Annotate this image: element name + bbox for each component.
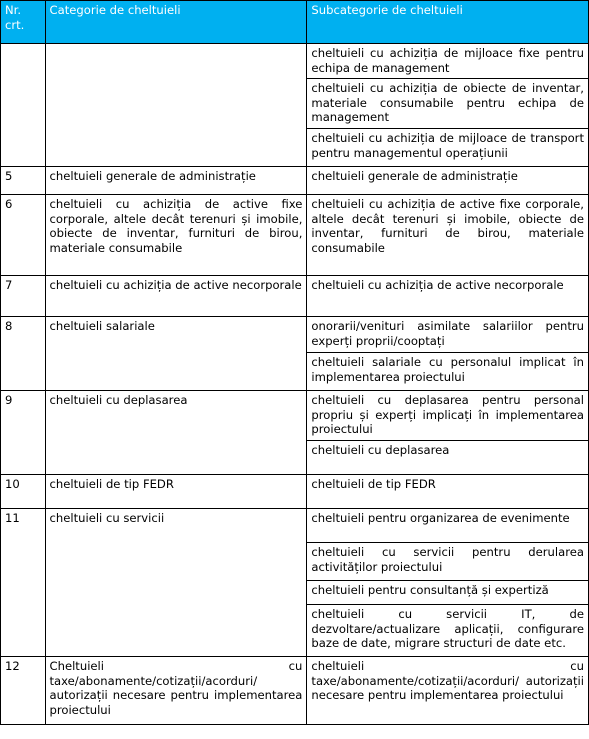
row-nr: 5 <box>1 167 46 195</box>
table-row <box>1 657 589 725</box>
header-category: Categorie de cheltuieli <box>45 1 307 44</box>
table-row <box>1 391 589 441</box>
table-row <box>1 276 589 317</box>
row-nr: 9 <box>1 391 46 475</box>
row-category: cheltuieli generale de administrație <box>45 167 307 195</box>
row-nr: 10 <box>1 475 46 509</box>
row-subcategory: cheltuieli cu achiziția de obiecte de inventar, materiale consumabile pentru echipa de management <box>307 79 589 129</box>
row-nr: 8 <box>1 317 46 391</box>
row-subcategory: cheltuieli cu achiziția de mijloace de transport pentru managementul operațiunii <box>307 129 589 167</box>
row-subcategory: cheltuieli cu achiziția de active fixe corporale, altele decât terenuri și imobile, obiecte de inventar, furnituri de birou, materiale consumabile <box>307 195 589 276</box>
row-subcategory: cheltuieli cu achiziția de mijloace fixe pentru echipa de management <box>307 44 589 79</box>
row-subcategory: cheltuieli cu deplasarea <box>307 441 589 475</box>
row-category: cheltuieli cu deplasarea <box>45 391 307 475</box>
header-subcategory: Subcategorie de cheltuieli <box>307 1 589 44</box>
table-row <box>1 195 589 276</box>
header-nr: Nr. crt. <box>1 1 46 44</box>
table-row <box>1 475 589 509</box>
table-row <box>1 44 589 79</box>
row-category: cheltuieli cu achiziția de active necorporale <box>45 276 307 317</box>
row-subcategory: onorarii/venituri asimilate salariilor pentru experți proprii/cooptați <box>307 317 589 353</box>
row-nr: 6 <box>1 195 46 276</box>
row-subcategory: cheltuieli cu taxe/abonamente/cotizații/acorduri/ autorizații necesare pentru implementarea proiectului <box>307 657 589 725</box>
row-category: cheltuieli cu achiziția de active fixe corporale, altele decât terenuri și imobile, obiecte de inventar, furnituri de birou, materiale consumabile <box>45 195 307 276</box>
row-category: cheltuieli cu servicii <box>45 509 307 657</box>
table-row <box>1 509 589 543</box>
row-nr: 7 <box>1 276 46 317</box>
row-subcategory: cheltuieli generale de administrație <box>307 167 589 195</box>
row-subcategory: cheltuieli de tip FEDR <box>307 475 589 509</box>
row-nr: 12 <box>1 657 46 725</box>
table-row <box>1 317 589 353</box>
row-subcategory: cheltuieli cu servicii pentru derularea activităților proiectului <box>307 543 589 581</box>
table-header-row <box>1 1 589 44</box>
row-subcategory: cheltuieli salariale cu personalul implicat în implementarea proiectului <box>307 353 589 391</box>
row-nr <box>1 44 46 167</box>
row-category: Cheltuieli cu taxe/abonamente/cotizații/acorduri/ autorizații necesare pentru implementarea proiectului <box>45 657 307 725</box>
table-row <box>1 167 589 195</box>
row-subcategory: cheltuieli pentru consultanță și expertiză <box>307 581 589 605</box>
row-category: cheltuieli salariale <box>45 317 307 391</box>
row-subcategory: cheltuieli cu servicii IT, de dezvoltare/actualizare aplicații, configurare baze de date, migrare structuri de date etc. <box>307 605 589 657</box>
row-subcategory: cheltuieli cu achiziția de active necorporale <box>307 276 589 317</box>
row-category <box>45 44 307 167</box>
row-subcategory: cheltuieli pentru organizarea de evenimente <box>307 509 589 543</box>
row-nr: 11 <box>1 509 46 657</box>
row-category: cheltuieli de tip FEDR <box>45 475 307 509</box>
row-subcategory: cheltuieli cu deplasarea pentru personal propriu și experți implicați în implementarea proiectului <box>307 391 589 441</box>
